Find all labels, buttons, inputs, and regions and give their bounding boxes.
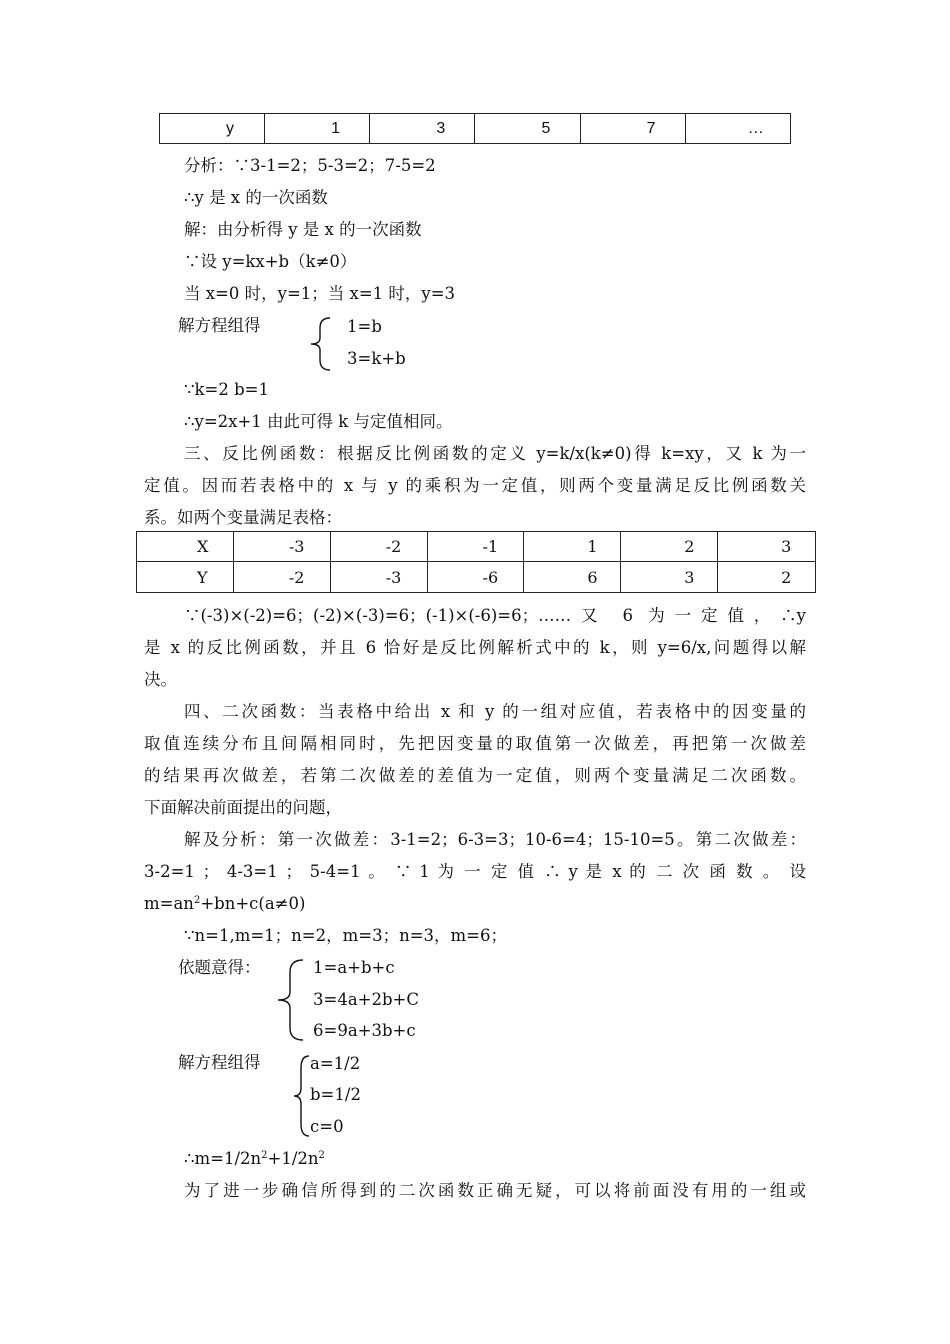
xy-table-partial — [159, 113, 791, 144]
section-paragraph: 四、二次函数：当表格中给出 x 和 y 的一组对应值，若表格中的因变量的 — [184, 702, 806, 721]
section-paragraph: 系。如两个变量满足表格： — [144, 508, 342, 527]
table-cell: 3 — [718, 532, 816, 562]
formula-part: m=an — [144, 894, 194, 913]
exponent: 2 — [261, 1150, 268, 1161]
closing-paragraph: 为了进一步确信所得到的二次函数正确无疑，可以将前面没有用的一组或 — [184, 1181, 806, 1200]
section-paragraph: 定值。因而若表格中的 x 与 y 的乘积为一定值，则两个变量满足反比例函数关 — [144, 476, 806, 495]
table-cell: Y — [137, 562, 234, 593]
brace-icon — [275, 958, 305, 1042]
result-line: ∴y=2x+1 由此可得 k 与定值相同。 — [184, 412, 453, 431]
table-cell: 2 — [718, 562, 816, 593]
inverse-proportion-table — [136, 531, 816, 593]
assume-line: ∵设 y=kx+b（k≠0） — [184, 252, 357, 271]
table-cell: 1 — [265, 114, 370, 144]
formula-part: +1/2n — [267, 1149, 319, 1168]
table-cell: 7 — [580, 114, 685, 144]
equation-line: 1=b — [347, 317, 382, 336]
table-cell: 3 — [370, 114, 475, 144]
table-row — [137, 562, 816, 593]
section-paragraph: 取值连续分布且间隔相同时，先把因变量的取值第一次做差，再把第一次做差 — [144, 734, 806, 753]
table-cell: X — [137, 532, 234, 562]
analysis-paragraph: 决。 — [144, 670, 177, 689]
brace-icon — [292, 1054, 312, 1138]
equation-line: 3=4a+2b+C — [313, 990, 419, 1009]
table-row — [160, 114, 791, 144]
table-cell: -3 — [233, 532, 330, 562]
equation-line: 3=k+b — [347, 349, 406, 368]
equation-line: 1=a+b+c — [313, 958, 395, 977]
result-line: ∵k=2 b=1 — [184, 380, 269, 399]
solution-paragraph — [144, 893, 305, 915]
solution-paragraph: 解及分析：第一次做差：3-1=2；6-3=3；10-6=4；15-10=5。第二次做差： — [184, 830, 806, 849]
analysis-paragraph: 是 x 的反比例函数，并且 6 恰好是反比例解析式中的 k，则 y=6/x,问题得以解 — [144, 638, 806, 657]
section-paragraph: 三、反比例函数：根据反比例函数的定义 y=k/x(k≠0)得 k=xy，又 k 为一 — [184, 444, 806, 463]
result-line — [184, 1148, 325, 1170]
table-row — [137, 532, 816, 562]
table-cell: 3 — [621, 562, 718, 593]
solution-line: a=1/2 — [310, 1054, 361, 1073]
exponent: 2 — [193, 895, 201, 906]
system-label: 依题意得： — [178, 958, 261, 977]
values-line: ∵n=1,m=1；n=2，m=3；n=3，m=6； — [184, 926, 507, 945]
solve-label: 解方程组得 — [178, 1053, 261, 1072]
formula-part: +bn+c(a≠0) — [200, 894, 306, 913]
formula-part: ∴m=1/2n — [184, 1149, 262, 1168]
section-paragraph: 下面解决前面提出的问题， — [144, 798, 342, 817]
exponent: 2 — [318, 1150, 325, 1161]
solution-paragraph: 3-2=1 ； 4-3=1 ； 5-4=1 。 ∵ 1 为 一 定 值 ∴ y 是 x 的 二 次 函 数 。 设 — [144, 862, 806, 881]
table-cell: -2 — [233, 562, 330, 593]
values-line: 当 x=0 时，y=1；当 x=1 时，y=3 — [184, 284, 456, 303]
brace-icon — [308, 316, 332, 372]
solution-line: c=0 — [310, 1117, 344, 1136]
table-cell: -6 — [427, 562, 524, 593]
table-cell: -3 — [330, 562, 427, 593]
solve-label: 解方程组得 — [178, 316, 261, 335]
table-cell: -1 — [427, 532, 524, 562]
table-cell: 1 — [524, 532, 621, 562]
table-cell: 2 — [621, 532, 718, 562]
table-cell: 5 — [475, 114, 580, 144]
table-cell: y — [160, 114, 265, 144]
solution-line: b=1/2 — [310, 1085, 361, 1104]
analysis-paragraph: ∵(-3)×(-2)=6；(-2)×(-3)=6；(-1)×(-6)=6；……又 6 为一定值，∴y — [184, 606, 806, 625]
section-paragraph: 的结果再次做差，若第二次做差的差值为一定值，则两个变量满足二次函数。 — [144, 766, 806, 785]
table-cell: … — [685, 114, 790, 144]
table-cell: -2 — [330, 532, 427, 562]
table-cell: 6 — [524, 562, 621, 593]
equation-line: 6=9a+3b+c — [313, 1021, 416, 1040]
analysis-line: 分析：∵3-1=2；5-3=2；7-5=2 — [184, 156, 436, 175]
solution-line: 解：由分析得 y 是 x 的一次函数 — [184, 220, 422, 239]
conclusion-line: ∴y 是 x 的一次函数 — [184, 188, 328, 207]
